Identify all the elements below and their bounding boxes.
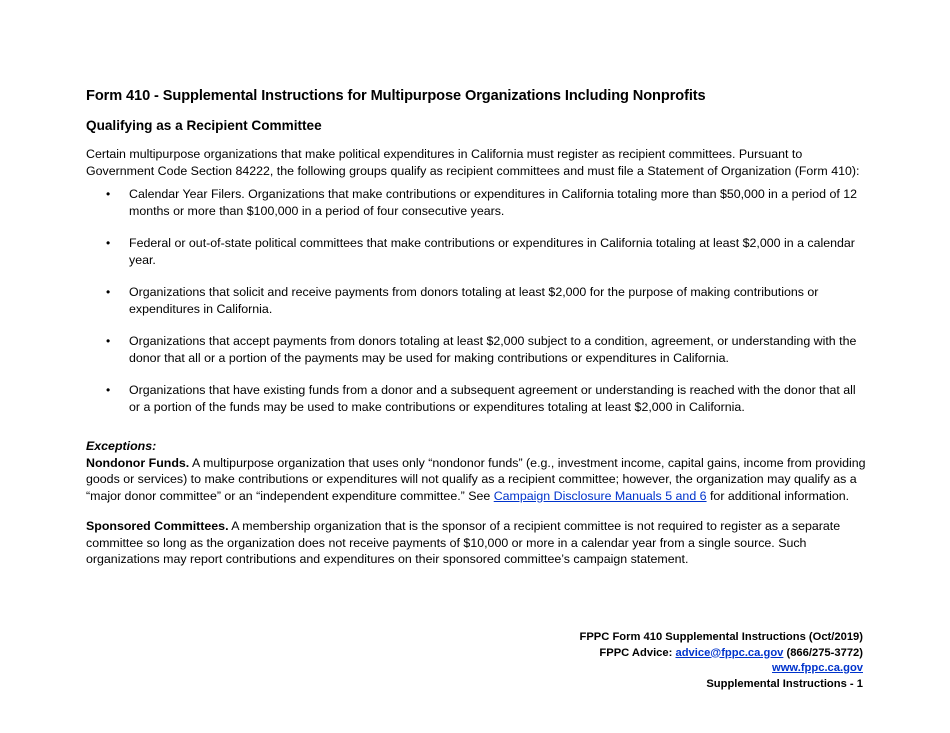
list-item	[86, 382, 866, 415]
nondonor-funds-paragraph	[86, 455, 866, 505]
advice-email-link[interactable]: advice@fppc.ca.gov	[675, 646, 784, 659]
footer-advice-line	[580, 646, 863, 662]
footer-page-label: Supplemental Instructions - 1	[706, 677, 863, 690]
nondonor-funds-lead: Nondonor Funds.	[86, 455, 190, 470]
nondonor-funds-text: A multipurpose organization that uses only “nondonor funds” (e.g., investment income, capital gains, income from providing goods or services) to make contributions or expenditures will not qualify as a recipient committee; however, the organization may qualify as a “major donor committee” or an “independent expenditure committee.” See	[86, 455, 866, 503]
list-item-text: Calendar Year Filers. Organizations that make contributions or expenditures in California totaling more than $50,000 in a period of 12 months or more than $100,000 in a period of four consecutive years.	[129, 187, 858, 218]
nondonor-funds-tail: for additional information.	[706, 488, 850, 503]
bullet-icon: •	[106, 187, 111, 201]
bullet-icon: •	[106, 285, 111, 299]
document-title: Form 410 - Supplemental Instructions for Multipurpose Organizations Including Nonprofits	[86, 88, 706, 104]
sponsored-committees-lead: Sponsored Committees.	[86, 519, 229, 533]
qualifying-groups-list	[86, 186, 866, 431]
list-item	[86, 284, 866, 317]
exceptions-section	[86, 438, 866, 504]
list-item-text: Organizations that solicit and receive payments from donors totaling at least $2,000 for the purpose of making contributions or expenditures in California.	[129, 285, 819, 316]
website-link[interactable]: www.fppc.ca.gov	[772, 662, 863, 674]
list-item	[86, 186, 866, 219]
intro-paragraph: Certain multipurpose organizations that make political expenditures in California must register as recipient committees. Pursuant to Government Code Section 84222, the following groups qualify as recipient committees and must file a Statement of Organization (Form 410):	[86, 147, 860, 178]
list-item	[86, 333, 866, 366]
list-item-text: Organizations that accept payments from donors totaling at least $2,000 subject to a condition, agreement, or understanding with the donor that all or a portion of the payments may be used for making contributions or expenditures in California.	[129, 334, 857, 365]
bullet-icon: •	[106, 236, 111, 250]
list-item-text: Federal or out-of-state political committees that make contributions or expenditures in California totaling at least $2,000 in a calendar year.	[129, 236, 855, 267]
footer-advice-label: FPPC Advice:	[599, 646, 676, 659]
sponsored-committees-paragraph	[86, 518, 866, 568]
footer-form-line: FPPC Form 410 Supplemental Instructions (Oct/2019)	[579, 631, 863, 643]
bullet-icon: •	[106, 383, 111, 397]
bullet-icon: •	[106, 334, 111, 348]
footer-website-line	[580, 661, 863, 677]
footer-advice-phone: (866/275-3772)	[783, 646, 863, 659]
sponsored-committees-text: A membership organization that is the sponsor of a recipient committee is not required to register as a separate committee so long as the organization does not receive payments of $10,000 or more in a calendar year from a single source. Such organizations may report contributions and expenditures on their sponsored committee’s campaign statement.	[86, 519, 841, 566]
exceptions-heading: Exceptions:	[86, 439, 157, 453]
page-footer	[580, 630, 863, 692]
list-item	[86, 235, 866, 268]
section-heading: Qualifying as a Recipient Committee	[86, 118, 322, 133]
campaign-disclosure-manuals-link[interactable]: Campaign Disclosure Manuals 5 and 6	[493, 488, 707, 503]
list-item-text: Organizations that have existing funds from a donor and a subsequent agreement or understanding is reached with the donor that all or a portion of the funds may be used to make contributions or expenditures totaling at least $2,000 in California.	[129, 383, 856, 414]
